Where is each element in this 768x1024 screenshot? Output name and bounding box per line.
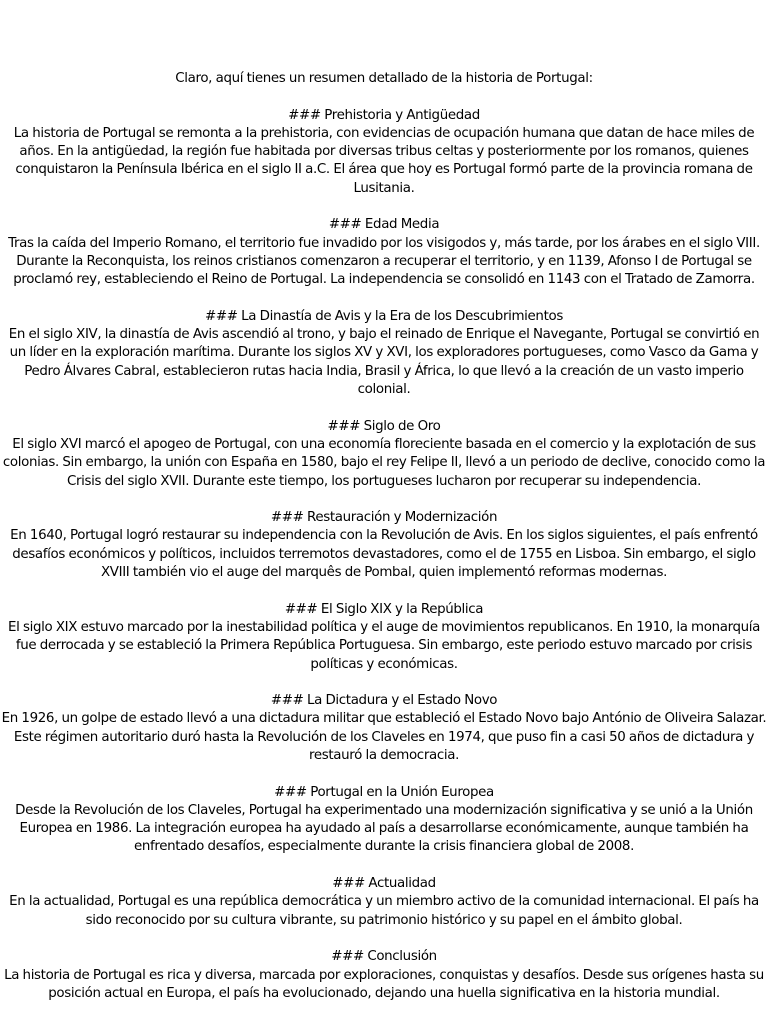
section-heading: ### La Dictadura y el Estado Novo (270, 693, 498, 709)
section-body: En 1640, Portugal logró restaurar su independencia con la Revolución de Avis. En los siglos siguientes, el país enfrentó desafíos económicos y políticos, incluidos terremotos devastadores, como el de 1755 en Lisboa. Sin embargo, el siglo XVIII también vio el auge del marquês de Pombal, quien implementó reformas modernas. (10, 528, 758, 581)
section-restauracion (0, 509, 768, 582)
section-heading: ### Restauración y Modernización (270, 510, 498, 526)
section-heading: ### Prehistoria y Antigüedad (288, 107, 480, 123)
section-siglo-xix (0, 601, 768, 674)
section-body: El siglo XVI marcó el apogeo de Portugal, con una economía floreciente basada en el comercio y la explotación de sus colonias. Sin embargo, la unión con España en 1580, bajo el rey Felipe II, llevó a un periodo de declive, conocido como la Crisis del siglo XVII. Durante este tiempo, los portugueses lucharon por recuperar su independencia. (2, 436, 766, 489)
section-heading: ### Edad Media (328, 217, 440, 233)
section-body: El siglo XIX estuvo marcado por la inestabilidad política y el auge de movimientos republicanos. En 1910, la monarquía fue derrocada y se estableció la Primera República Portuguesa. Sin embargo, este periodo estuvo marcado por crisis políticas y económicas. (7, 619, 761, 672)
section-body: La historia de Portugal es rica y diversa, marcada por exploraciones, conquistas y desafíos. Desde sus orígenes hasta su posición actual en Europa, el país ha evolucionado, dejando una huella significativa en la historia mundial. (4, 967, 764, 1001)
section-heading: ### El Siglo XIX y la República (284, 601, 484, 617)
section-actualidad (0, 875, 768, 930)
section-edad-media (0, 216, 768, 289)
section-heading: ### Portugal en la Unión Europea (274, 784, 494, 800)
section-body: Desde la Revolución de los Claveles, Portugal ha experimentado una modernización significativa y se unió a la Unión Europea en 1986. La integración europea ha ayudado al país a desarrollarse económicamente, aunque también ha enfrentado desafíos, especialmente durante la crisis financiera global de 2008. (15, 802, 753, 855)
section-union-europea (0, 784, 768, 857)
section-conclusion (0, 948, 768, 1003)
section-heading: ### Siglo de Oro (327, 418, 441, 434)
section-heading: ### La Dinastía de Avis y la Era de los Descubrimientos (205, 308, 563, 324)
section-body: Tras la caída del Imperio Romano, el territorio fue invadido por los visigodos y, más tarde, por los árabes en el siglo VIII. Durante la Reconquista, los reinos cristianos comenzaron a recuperar el territorio, y en 1139, Afonso I de Portugal se proclamó rey, estableciendo el Reino de Portugal. La independencia se consolidó en 1143 con el Tratado de Zamorra. (8, 235, 760, 288)
intro-text: Claro, aquí tienes un resumen detallado de la historia de Portugal: (175, 71, 593, 86)
section-prehistoria (0, 107, 768, 198)
section-dinastia-avis (0, 308, 768, 399)
section-heading: ### Conclusión (331, 949, 437, 965)
section-heading: ### Actualidad (332, 876, 436, 892)
section-dictadura (0, 692, 768, 765)
document-body (0, 70, 768, 1003)
section-body: En 1926, un golpe de estado llevó a una dictadura militar que estableció el Estado Novo bajo António de Oliveira Salazar. Este régimen autoritario duró hasta la Revolución de los Claveles en 1974, que puso fin a casi 50 años de dictadura y restauró la democracia. (1, 711, 767, 763)
section-body: En el siglo XIV, la dinastía de Avis ascendió al trono, y bajo el reinado de Enrique el Navegante, Portugal se convirtió en un líder en la exploración marítima. Durante los siglos XV y XVI, los exploradores portugueses, como Vasco da Gama y Pedro Álvares Cabral, establecieron rutas hacia India, Brasil y África, lo que llevó a la creación de un vasto imperio colonial. (8, 327, 760, 398)
section-siglo-de-oro (0, 418, 768, 491)
section-body: En la actualidad, Portugal es una república democrática y un miembro activo de la comunidad internacional. El país ha sido reconocido por su cultura vibrante, su patrimonio histórico y su papel en el ámbito global. (9, 894, 759, 928)
section-body: La historia de Portugal se remonta a la prehistoria, con evidencias de ocupación humana que datan de hace miles de años. En la antigüedad, la región fue habitada por diversas tribus celtas y posteriormente por los romanos, quienes conquistaron la Península Ibérica en el siglo II a.C. El área que hoy es Portugal formó parte de la provincia romana de Lusitania. (13, 125, 755, 196)
